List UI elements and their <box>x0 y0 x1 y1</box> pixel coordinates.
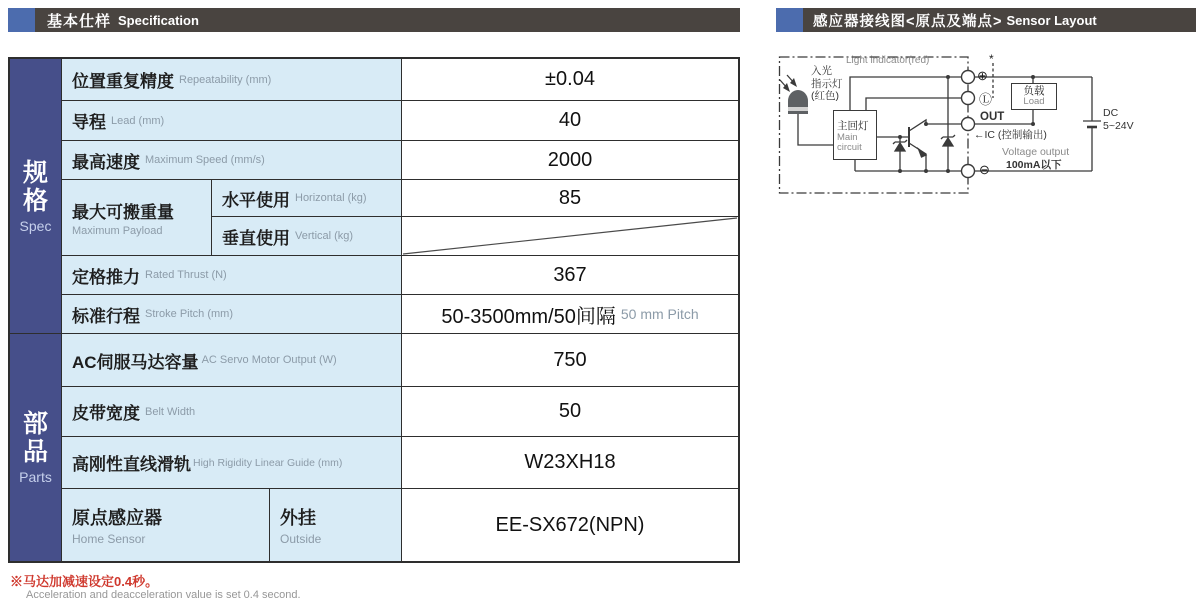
row-label-servo-output <box>62 334 402 387</box>
voltage-output-label: Voltage output <box>1002 146 1070 158</box>
label-zh: 垂直使用 <box>222 228 290 248</box>
label-en: Maximum Payload <box>72 225 163 237</box>
main-circuit-zh: 主回灯 <box>837 119 869 132</box>
row-label-rated-thrust <box>62 256 402 295</box>
label-zh: 定格推力 <box>72 267 140 287</box>
sensor-wiring-diagram <box>778 50 1198 202</box>
value-main: 50-3500mm/50间隔 <box>441 305 616 328</box>
ic-output-label: ←IC (控制输出) <box>974 129 1047 141</box>
label-en: Horizontal (kg) <box>295 192 367 204</box>
load-zh: 负载 <box>1023 84 1045 97</box>
label-en: Belt Width <box>145 405 196 418</box>
section-label-en: Parts <box>19 469 52 485</box>
section-label-en: Spec <box>19 217 52 234</box>
spec-header-title-en: Specification <box>118 12 199 28</box>
spec-header-bar <box>35 8 740 32</box>
spec-table <box>8 57 740 563</box>
na-diagonal-line <box>402 217 738 255</box>
led-label-line3: (红色) <box>811 90 839 103</box>
dc-label: DC <box>1103 107 1119 119</box>
blue-square-icon <box>8 8 35 32</box>
sensor-section-header <box>776 8 1196 32</box>
out-terminal-label: OUT <box>980 111 1005 123</box>
label-zh: 导程 <box>72 113 106 132</box>
label-zh: 最高速度 <box>72 152 140 172</box>
row-label-max-payload <box>62 180 212 256</box>
label-en: High Rigidity Linear Guide (mm) <box>193 456 343 469</box>
row-label-horizontal <box>212 180 402 217</box>
label-zh: 高刚性直线滑轨 <box>72 455 191 474</box>
row-value-belt-width: 50 <box>402 387 738 437</box>
row-label-linear-guide <box>62 437 402 489</box>
led-indicator-icon <box>788 90 808 114</box>
label-en: Outside <box>280 532 322 546</box>
l-terminal-symbol: Ⓛ <box>979 92 993 107</box>
sidebar-section-spec <box>10 59 62 334</box>
minus-terminal-symbol: ⊖ <box>979 162 990 177</box>
asterisk-note: * <box>989 52 994 66</box>
light-indicator-note: Light indicator(red) <box>846 55 930 66</box>
row-value-vertical-na <box>402 217 738 256</box>
label-en: Vertical (kg) <box>295 230 354 242</box>
sensor-header-title-zh: 感应器接线图<原点及端点> <box>813 13 1003 30</box>
label-en: Home Sensor <box>72 532 146 546</box>
section-label-zh: 部品 <box>23 410 49 466</box>
row-label-max-speed <box>62 141 402 180</box>
sensor-header-bar <box>803 8 1196 32</box>
label-en: Repeatability (mm) <box>179 73 272 86</box>
section-label-zh: 规格 <box>23 158 49 215</box>
sensor-header-title-en: Sensor Layout <box>1006 12 1097 28</box>
row-label-lead <box>62 101 402 141</box>
label-zh: AC伺服马达容量 <box>72 352 199 372</box>
footnote-zh: ※马达加减速设定0.4秒。 <box>10 574 159 589</box>
row-value-horizontal: 85 <box>402 180 738 217</box>
main-circuit-box <box>833 110 877 160</box>
row-label-home-sensor <box>62 489 270 561</box>
load-en: Load <box>1023 96 1045 108</box>
load-box <box>1011 83 1057 110</box>
spec-section-header <box>8 8 740 32</box>
footnote-en: Acceleration and deacceleration value is set 0.4 second. <box>26 589 301 601</box>
spec-header-title-zh: 基本仕样 <box>47 12 112 30</box>
label-zh: 标准行程 <box>72 306 140 326</box>
main-circuit-en: Main circuit <box>837 131 862 153</box>
plus-terminal-symbol: ⊕ <box>977 68 988 83</box>
label-zh: 位置重复精度 <box>72 72 174 91</box>
row-value-stroke-pitch <box>402 295 738 334</box>
current-limit-label: 100mA以下 <box>1006 159 1062 171</box>
row-value-lead: 40 <box>402 101 738 141</box>
label-zh: 水平使用 <box>222 190 290 210</box>
label-en: Stroke Pitch (mm) <box>145 308 234 320</box>
row-value-servo-output: 750 <box>402 334 738 387</box>
label-zh: 原点感应器 <box>72 508 162 528</box>
row-label-vertical <box>212 217 402 256</box>
row-value-linear-guide: W23XH18 <box>402 437 738 489</box>
label-zh: 最大可搬重量 <box>72 203 174 222</box>
row-label-belt-width <box>62 387 402 437</box>
dc-range-label: 5~24V <box>1103 119 1134 132</box>
label-en: Maximum Speed (mm/s) <box>145 154 265 166</box>
row-value-rated-thrust: 367 <box>402 256 738 295</box>
sidebar-section-parts <box>10 334 62 561</box>
dc-supply-label <box>1103 107 1134 132</box>
led-label <box>811 65 843 103</box>
row-label-repeatability <box>62 59 402 101</box>
row-value-max-speed: 2000 <box>402 141 738 180</box>
row-value-home-sensor: EE-SX672(NPN) <box>402 489 738 561</box>
row-label-stroke-pitch <box>62 295 402 334</box>
row-label-outside <box>270 489 402 561</box>
label-zh: 皮带宽度 <box>72 404 140 423</box>
value-note: 50 mm Pitch <box>620 306 699 322</box>
label-en: Lead (mm) <box>111 114 165 127</box>
label-zh: 外挂 <box>280 508 316 528</box>
label-en: AC Servo Motor Output (W) <box>201 354 337 366</box>
led-label-line2: 指示灯 <box>811 77 843 90</box>
blue-square-icon <box>776 8 803 32</box>
led-label-line1: 入光 <box>811 65 832 77</box>
label-en: Rated Thrust (N) <box>145 269 227 281</box>
row-value-repeatability: ±0.04 <box>402 59 738 101</box>
